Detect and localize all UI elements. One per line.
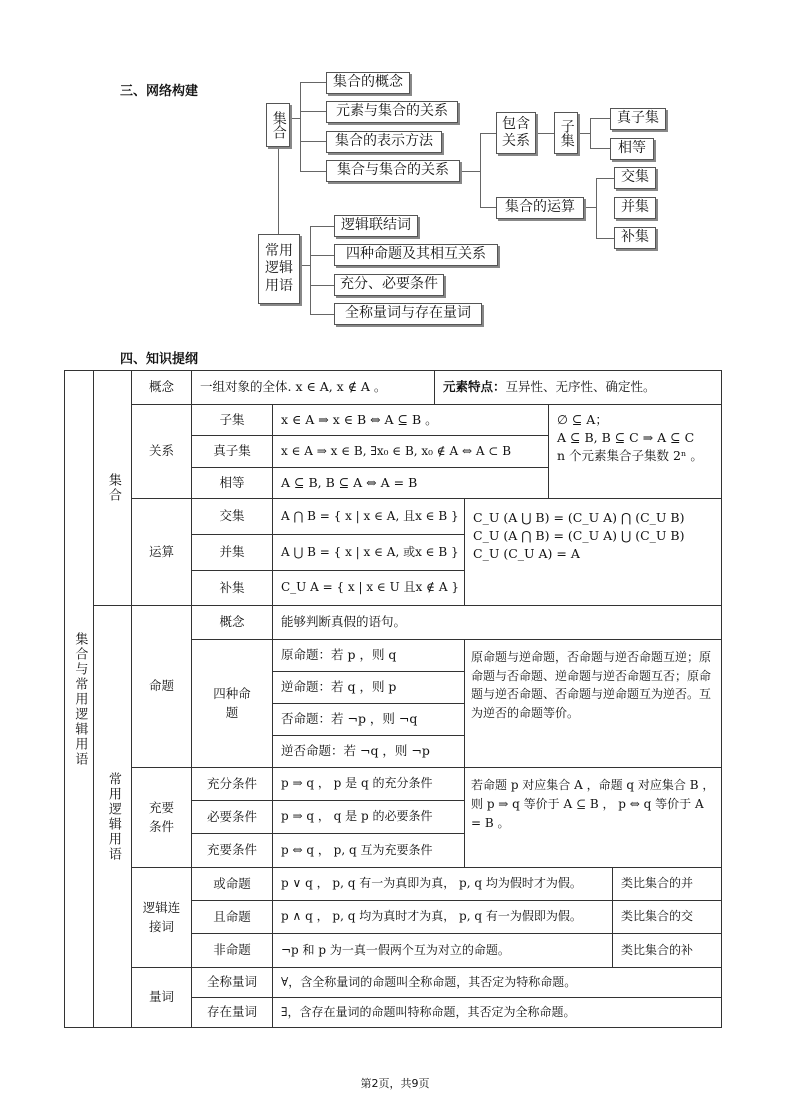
intersection-text: A ⋂ B = { x | x ∈ A, 且x ∈ B } [272, 498, 465, 535]
not-text: ¬p 和 p 为一真一假两个互为对立的命题。 [272, 933, 613, 968]
necessary-text: p ⇒ q ， q 是 p 的必要条件 [272, 800, 465, 834]
not-note: 类比集合的补 [612, 933, 722, 968]
set-title-cell: 集合 [93, 370, 132, 606]
map-root-set: 集合 [266, 103, 290, 147]
map-quantifiers: 全称量词与存在量词 [334, 303, 482, 325]
not-label: 非命题 [191, 933, 273, 968]
complement-text: C_U A = { x | x ∈ U 且x ∉ A } [272, 570, 465, 606]
map-connectives: 逻辑联结词 [334, 215, 418, 237]
map-set-representation: 集合的表示方法 [326, 131, 442, 153]
map-equal: 相等 [610, 138, 654, 160]
contrapositive-prop: 逆否命题：若 ¬q ，则 ¬p [272, 735, 465, 768]
subset-label: 子集 [191, 404, 273, 436]
map-set-relation: 集合与集合的关系 [326, 160, 460, 182]
concept-text: 一组对象的全体. x ∈ A, x ∉ A 。 [191, 370, 435, 405]
map-complement: 补集 [614, 227, 656, 249]
subset-text: x ∈ A ⇒ x ∈ B ⇔ A ⊆ B 。 [272, 404, 549, 436]
or-text: p ∨ q ， p, q 有一为真即为真， p, q 均为假时才为假。 [272, 867, 613, 901]
existential-text: ∃，含存在量词的命题叫特称命题，其否定为全称命题。 [272, 997, 722, 1028]
ops-label: 运算 [131, 498, 192, 606]
original-prop: 原命题：若 p ，则 q [272, 639, 465, 672]
logic-title-cell: 常用逻辑用语 [93, 605, 132, 1028]
element-features: 元素特点： 互异性、无序性、确定性。 [434, 370, 722, 405]
map-set-concept: 集合的概念 [326, 72, 410, 94]
intersection-label: 交集 [191, 498, 273, 535]
iff-label: 充要条件 [191, 833, 273, 868]
and-note: 类比集合的交 [612, 900, 722, 934]
iff-text: p ⇔ q ， p, q 互为充要条件 [272, 833, 465, 868]
and-text: p ∧ q ， p, q 均为真时才为真， p, q 有一为假即为假。 [272, 900, 613, 934]
section-3-heading: 三、网络构建 [120, 84, 199, 99]
and-label: 且命题 [191, 900, 273, 934]
inverse-prop: 否命题：若 ¬p ，则 ¬q [272, 703, 465, 736]
quant-label: 量词 [131, 967, 192, 1028]
map-union: 并集 [614, 197, 656, 219]
concept-label: 概念 [131, 370, 192, 405]
map-intersection: 交集 [614, 167, 656, 189]
map-contain: 包含关系 [496, 112, 536, 154]
map-subset: 子集 [554, 112, 578, 154]
universal-text: ∀，含全称量词的命题叫全称命题，其否定为特称命题。 [272, 967, 722, 998]
map-root-logic: 常用逻辑用语 [258, 234, 300, 304]
proper-subset-text: x ∈ A ⇒ x ∈ B, ∃x₀ ∈ B, x₀ ∉ A ⇔ A ⊂ B [272, 435, 549, 468]
union-label: 并集 [191, 534, 273, 571]
union-text: A ⋃ B = { x | x ∈ A, 或x ∈ B } [272, 534, 465, 571]
prop-label: 命题 [131, 605, 192, 768]
map-proper-subset: 真子集 [610, 108, 666, 130]
necessary-label: 必要条件 [191, 800, 273, 834]
sufficient-text: p ⇒ q ， p 是 q 的充分条件 [272, 767, 465, 801]
existential-label: 存在量词 [191, 997, 273, 1028]
section-4-heading: 四、知识提纲 [120, 352, 199, 367]
proper-subset-label: 真子集 [191, 435, 273, 468]
map-four-propositions: 四种命题及其相互关系 [334, 244, 498, 266]
map-element-relation: 元素与集合的关系 [326, 101, 458, 123]
page-footer: 第2页，共9页 [360, 1077, 430, 1090]
sufficient-label: 充分条件 [191, 767, 273, 801]
equal-text: A ⊆ B, B ⊆ A ⇔ A = B [272, 467, 549, 499]
equal-label: 相等 [191, 467, 273, 499]
prop-concept-text: 能够判断真假的语句。 [272, 605, 722, 640]
ops-notes: C_U (A ⋃ B) = (C_U A) ⋂ (C_U B) C_U (A ⋂ B) = (C_U A) ⋃ (C_U B) C_U (C_U A) = A [464, 498, 722, 606]
cond-note: 若命题 p 对应集合 A ，命题 q 对应集合 B ，则 p ⇒ q 等价于 A ⊆ B ， p ⇔ q 等价于 A = B 。 [464, 767, 722, 868]
prop-concept-label: 概念 [191, 605, 273, 640]
relation-label: 关系 [131, 404, 192, 499]
map-conditions: 充分、必要条件 [334, 274, 444, 296]
complement-label: 补集 [191, 570, 273, 606]
converse-prop: 逆命题：若 q ，则 p [272, 671, 465, 704]
relation-notes: ∅ ⊆ A； A ⊆ B, B ⊆ C ⇒ A ⊆ C n 个元素集合子集数 2ⁿ 。 [548, 404, 722, 499]
cond-label: 充要条件 [131, 767, 192, 868]
four-prop-note: 原命题与逆命题，否命题与逆否命题互逆；原命题与否命题、逆命题与逆否命题互否；原命题与逆否命题、否命题与逆命题互为逆否。互为逆否的命题等价。 [464, 639, 722, 768]
or-note: 类比集合的并 [612, 867, 722, 901]
four-prop-label: 四种命题 [191, 639, 273, 768]
conn-label: 逻辑连接词 [131, 867, 192, 968]
universal-label: 全称量词 [191, 967, 273, 998]
map-operations: 集合的运算 [496, 197, 584, 219]
outer-title-cell: 集合与常用逻辑用语 [64, 370, 94, 1028]
or-label: 或命题 [191, 867, 273, 901]
